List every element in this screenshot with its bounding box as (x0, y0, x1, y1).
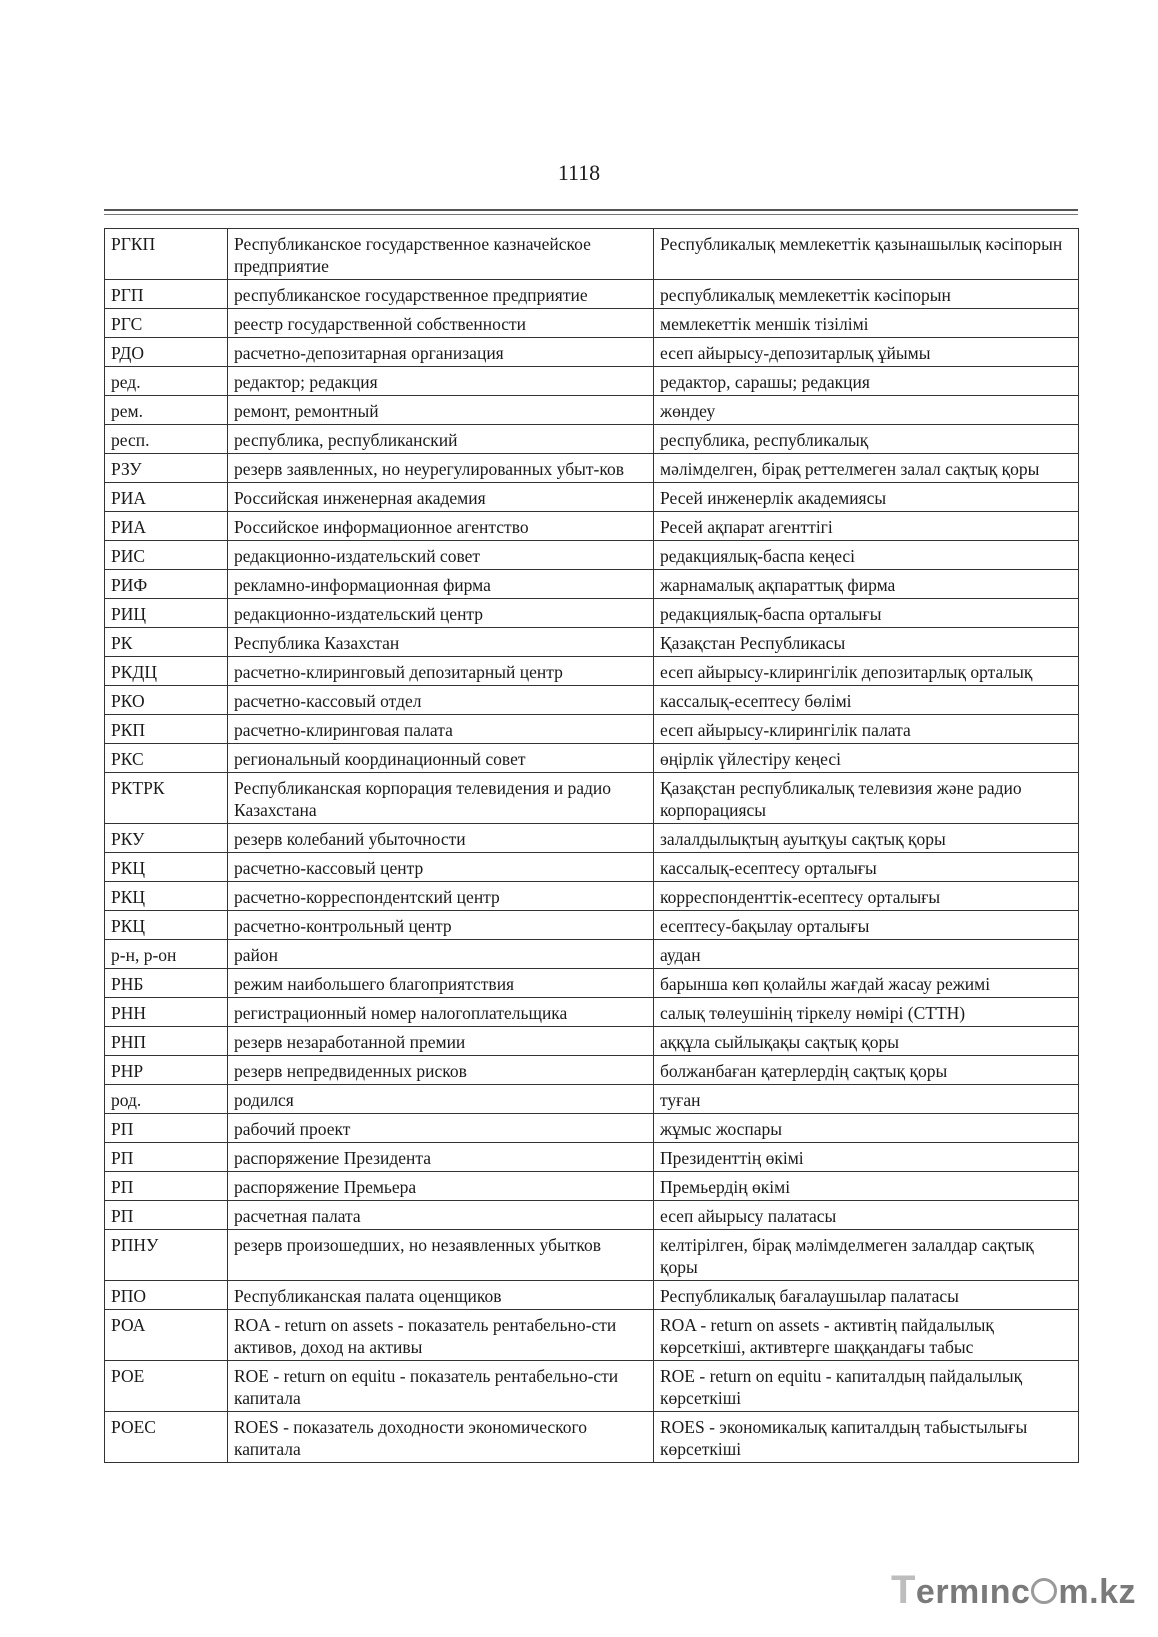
russian-cell: резерв незаработанной премии (228, 1027, 654, 1056)
russian-cell: Республиканская палата оценщиков (228, 1281, 654, 1310)
abbreviation-cell: РОА (105, 1310, 228, 1361)
kazakh-cell: редакциялық-баспа орталығы (654, 599, 1079, 628)
kazakh-cell: кассалық-есептесу орталығы (654, 853, 1079, 882)
russian-cell: республика, республиканский (228, 425, 654, 454)
abbreviation-cell: РПО (105, 1281, 228, 1310)
abbreviation-cell: РГП (105, 280, 228, 309)
kazakh-cell: корреспонденттік-есептесу орталығы (654, 882, 1079, 911)
table-row (105, 657, 1079, 686)
table-row (105, 309, 1079, 338)
abbreviation-cell: РИА (105, 512, 228, 541)
russian-cell: ROES - показатель доходности экономического капитала (228, 1412, 654, 1463)
kazakh-cell: жұмыс жоспары (654, 1114, 1079, 1143)
table-row (105, 998, 1079, 1027)
abbreviation-cell: р-н, р-он (105, 940, 228, 969)
russian-cell: региональный координационный совет (228, 744, 654, 773)
russian-cell: ROE - return on equitu - показатель рентабельно-сти капитала (228, 1361, 654, 1412)
kazakh-cell: Ресей инженерлік академиясы (654, 483, 1079, 512)
abbreviation-cell: РНП (105, 1027, 228, 1056)
abbreviation-cell: респ. (105, 425, 228, 454)
table-row (105, 1143, 1079, 1172)
abbreviation-cell: РПНУ (105, 1230, 228, 1281)
russian-cell: распоряжение Премьера (228, 1172, 654, 1201)
abbreviation-cell: РП (105, 1201, 228, 1230)
abbreviation-cell: ред. (105, 367, 228, 396)
kazakh-cell: туған (654, 1085, 1079, 1114)
kazakh-cell: республика, республикалық (654, 425, 1079, 454)
table-row (105, 512, 1079, 541)
table-row (105, 1201, 1079, 1230)
table-row (105, 483, 1079, 512)
russian-cell: Российское информационное агентство (228, 512, 654, 541)
kazakh-cell: өңірлік үйлестіру кеңесі (654, 744, 1079, 773)
table-row (105, 1230, 1079, 1281)
abbreviation-cell: РОЕ (105, 1361, 228, 1412)
kazakh-cell: залалдылықтың ауытқуы сақтық қоры (654, 824, 1079, 853)
kazakh-cell: болжанбаған қатерлердің сақтық қоры (654, 1056, 1079, 1085)
russian-cell: рабочий проект (228, 1114, 654, 1143)
russian-cell: расчетно-клиринговая палата (228, 715, 654, 744)
table-row (105, 1310, 1079, 1361)
table-row (105, 454, 1079, 483)
kazakh-cell: мәлімделген, бірақ реттелмеген залал сақтық қоры (654, 454, 1079, 483)
kazakh-cell: барынша көп қолайлы жағдай жасау режимі (654, 969, 1079, 998)
table-row (105, 338, 1079, 367)
russian-cell: резерв колебаний убыточности (228, 824, 654, 853)
kazakh-cell: Президенттің өкімі (654, 1143, 1079, 1172)
table-body (105, 229, 1079, 1463)
kazakh-cell: ROA - return on assets - активтің пайдалылық көрсеткіші, активтерге шаққандағы табыс (654, 1310, 1079, 1361)
abbreviation-cell: РКДЦ (105, 657, 228, 686)
table-row (105, 541, 1079, 570)
abbreviation-cell: РКП (105, 715, 228, 744)
russian-cell: резерв произошедших, но незаявленных убытков (228, 1230, 654, 1281)
kazakh-cell: Республикалық мемлекеттік қазынашылық кәсіпорын (654, 229, 1079, 280)
russian-cell: редакционно-издательский совет (228, 541, 654, 570)
table-row (105, 1056, 1079, 1085)
abbreviation-cell: РК (105, 628, 228, 657)
table-row (105, 229, 1079, 280)
russian-cell: режим наибольшего благоприятствия (228, 969, 654, 998)
table-row (105, 969, 1079, 998)
table-row (105, 1085, 1079, 1114)
kazakh-cell: Қазақстан Республикасы (654, 628, 1079, 657)
abbreviation-cell: РКЦ (105, 911, 228, 940)
header-rule (104, 209, 1078, 211)
table-row (105, 1027, 1079, 1056)
russian-cell: резерв непредвиденных рисков (228, 1056, 654, 1085)
abbreviation-cell: РКТРК (105, 773, 228, 824)
abbreviation-cell: РНБ (105, 969, 228, 998)
table-row (105, 396, 1079, 425)
russian-cell: реестр государственной собственности (228, 309, 654, 338)
kazakh-cell: Премьердің өкімі (654, 1172, 1079, 1201)
kazakh-cell: аудан (654, 940, 1079, 969)
abbreviation-cell: РИФ (105, 570, 228, 599)
russian-cell: расчетно-клиринговый депозитарный центр (228, 657, 654, 686)
table-row (105, 628, 1079, 657)
kazakh-cell: есептесу-бақылау орталығы (654, 911, 1079, 940)
table-row (105, 425, 1079, 454)
abbreviation-cell: РП (105, 1114, 228, 1143)
russian-cell: республиканское государственное предприятие (228, 280, 654, 309)
table-row (105, 686, 1079, 715)
kazakh-cell: Қазақстан республикалық телевизия және радио корпорациясы (654, 773, 1079, 824)
abbreviation-cell: РНР (105, 1056, 228, 1085)
russian-cell: распоряжение Президента (228, 1143, 654, 1172)
russian-cell: Республиканская корпорация телевидения и радио Казахстана (228, 773, 654, 824)
abbreviation-cell: рем. (105, 396, 228, 425)
abbreviation-cell: РГКП (105, 229, 228, 280)
abbreviation-cell: РОЕС (105, 1412, 228, 1463)
watermark-logo: Termınc m.kz (890, 1568, 1136, 1612)
kazakh-cell: Республикалық бағалаушылар палатасы (654, 1281, 1079, 1310)
table-row (105, 853, 1079, 882)
abbreviation-cell: РИЦ (105, 599, 228, 628)
table-row (105, 1361, 1079, 1412)
kazakh-cell: есеп айырысу палатасы (654, 1201, 1079, 1230)
table-row (105, 744, 1079, 773)
table-row (105, 773, 1079, 824)
abbreviation-cell: РКО (105, 686, 228, 715)
table-row (105, 940, 1079, 969)
kazakh-cell: келтірілген, бірақ мәлімделмеген залалдар сақтық қоры (654, 1230, 1079, 1281)
table-row (105, 715, 1079, 744)
table-row (105, 882, 1079, 911)
abbreviation-cell: РКУ (105, 824, 228, 853)
russian-cell: редакционно-издательский центр (228, 599, 654, 628)
table-row (105, 1412, 1079, 1463)
russian-cell: рекламно-информационная фирма (228, 570, 654, 599)
kazakh-cell: республикалық мемлекеттік кәсіпорын (654, 280, 1079, 309)
table-row (105, 280, 1079, 309)
russian-cell: расчетно-кассовый центр (228, 853, 654, 882)
russian-cell: расчетно-депозитарная организация (228, 338, 654, 367)
kazakh-cell: ROE - return on equitu - капиталдың пайдалылық көрсеткіші (654, 1361, 1079, 1412)
header-rule-thin (104, 214, 1078, 215)
kazakh-cell: редакциялық-баспа кеңесі (654, 541, 1079, 570)
russian-cell: Республиканское государственное казначейское предприятие (228, 229, 654, 280)
abbreviation-cell: РКЦ (105, 853, 228, 882)
abbreviation-cell: РИА (105, 483, 228, 512)
abbreviation-cell: РДО (105, 338, 228, 367)
russian-cell: расчетно-кассовый отдел (228, 686, 654, 715)
russian-cell: район (228, 940, 654, 969)
page-number: 1118 (557, 160, 601, 185)
russian-cell: регистрационный номер налогоплательщика (228, 998, 654, 1027)
russian-cell: ремонт, ремонтный (228, 396, 654, 425)
russian-cell: редактор; редакция (228, 367, 654, 396)
kazakh-cell: есеп айырысу-депозитарлық ұйымы (654, 338, 1079, 367)
kazakh-cell: Ресей ақпарат агенттігі (654, 512, 1079, 541)
russian-cell: родился (228, 1085, 654, 1114)
kazakh-cell: есеп айырысу-клирингілік палата (654, 715, 1079, 744)
kazakh-cell: кассалық-есептесу бөлімі (654, 686, 1079, 715)
table-row (105, 1281, 1079, 1310)
russian-cell: Российская инженерная академия (228, 483, 654, 512)
russian-cell: Республика Казахстан (228, 628, 654, 657)
abbreviation-cell: РП (105, 1172, 228, 1201)
abbreviation-cell: род. (105, 1085, 228, 1114)
kazakh-cell: редактор, сарашы; редакция (654, 367, 1079, 396)
russian-cell: расчетно-корреспондентский центр (228, 882, 654, 911)
abbreviation-cell: РКС (105, 744, 228, 773)
russian-cell: резерв заявленных, но неурегулированных убыт-ков (228, 454, 654, 483)
table-row (105, 367, 1079, 396)
table-row (105, 599, 1079, 628)
kazakh-cell: жөндеу (654, 396, 1079, 425)
abbreviation-cell: РНН (105, 998, 228, 1027)
kazakh-cell: есеп айырысу-клирингілік депозитарлық орталық (654, 657, 1079, 686)
table-row (105, 824, 1079, 853)
kazakh-cell: салық төлеушінің тіркелу нөмірі (СТТН) (654, 998, 1079, 1027)
kazakh-cell: аққұла сыйлықақы сақтық қоры (654, 1027, 1079, 1056)
table-row (105, 911, 1079, 940)
abbreviations-table (104, 228, 1079, 1463)
abbreviation-cell: РКЦ (105, 882, 228, 911)
table-row (105, 1172, 1079, 1201)
abbreviation-cell: РП (105, 1143, 228, 1172)
abbreviation-cell: РГС (105, 309, 228, 338)
table-row (105, 570, 1079, 599)
kazakh-cell: жарнамалық ақпараттық фирма (654, 570, 1079, 599)
abbreviation-cell: РИС (105, 541, 228, 570)
kazakh-cell: мемлекеттік меншік тізілімі (654, 309, 1079, 338)
kazakh-cell: ROES - экономикалық капиталдың табыстылығы көрсеткіші (654, 1412, 1079, 1463)
russian-cell: расчетная палата (228, 1201, 654, 1230)
russian-cell: расчетно-контрольный центр (228, 911, 654, 940)
russian-cell: ROA - return on assets - показатель рентабельно-сти активов, доход на активы (228, 1310, 654, 1361)
abbreviation-cell: РЗУ (105, 454, 228, 483)
table-row (105, 1114, 1079, 1143)
